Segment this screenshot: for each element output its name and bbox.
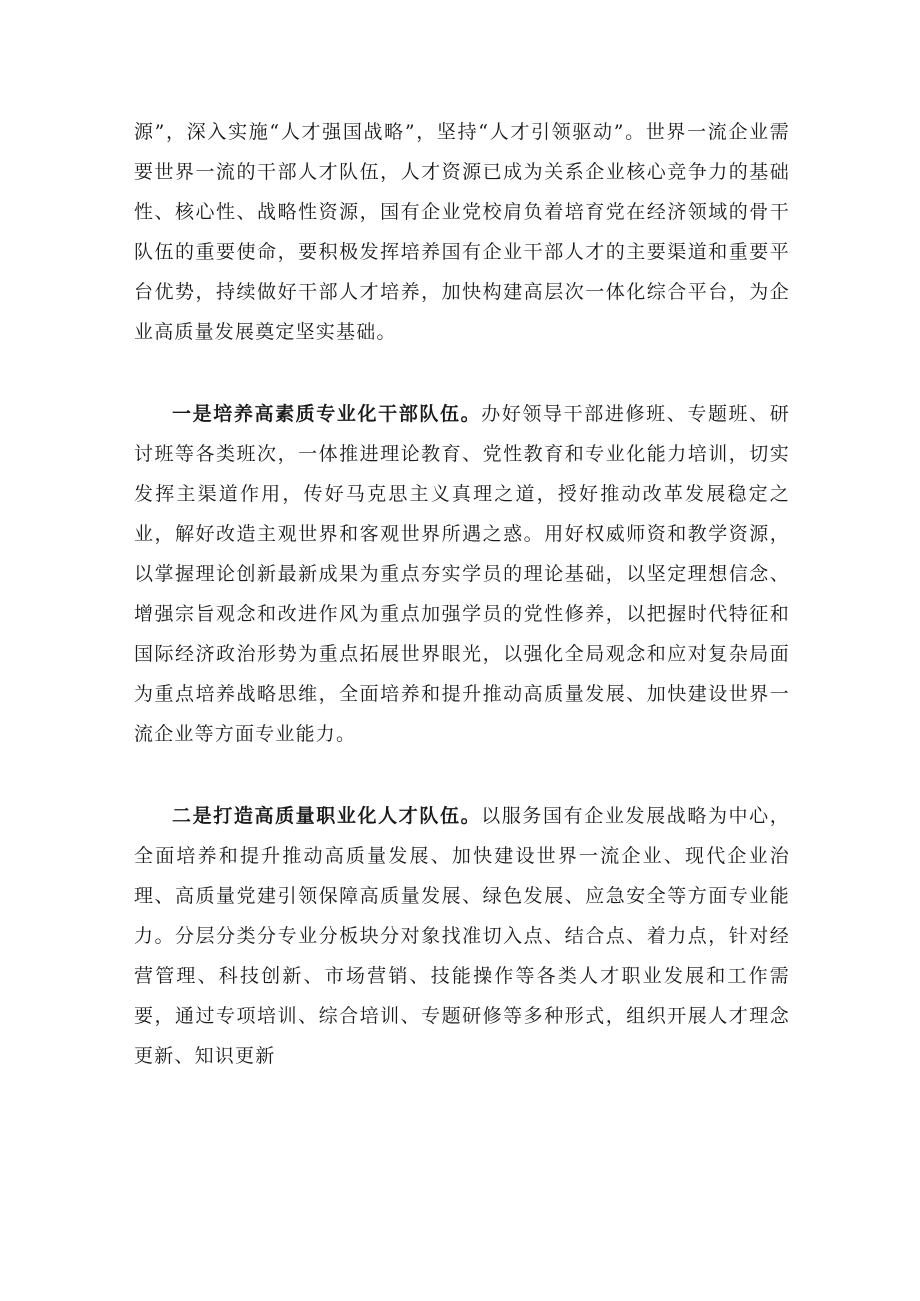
paragraph-cadre-team-heading: 一是培养高素质专业化干部队伍。 [172, 403, 482, 425]
paragraph-intro-text: 源”，深入实施“人才强国战略”，坚持“人才引领驱动”。世界一流企业需要世界一流的干部人才队伍，人才资源已成为关系企业核心竞争力的基础性、核心性、战略性资源，国有企业党校肩负着培育党在经济领域的骨干队伍的重要使命，要积极发挥培养国有企业干部人才的主要渠道和重要平台优势，持续做好干部人才培养，加快构建高层次一体化综合平台，为企业高质量发展奠定坚实基础。 [134, 121, 790, 343]
paragraph-talent-team-heading: 二是打造高质量职业化人才队伍。 [172, 805, 482, 827]
paragraph-cadre-team [134, 394, 790, 754]
document-page [134, 112, 790, 1076]
paragraph-talent-team-text: 以服务国有企业发展战略为中心，全面培养和提升推动高质量发展、加快建设世界一流企业、现代企业治理、高质量党建引领保障高质量发展、绿色发展、应急安全等方面专业能力。分层分类分专业分板块分对象找准切入点、结合点、着力点，针对经营管理、科技创新、市场营销、技能操作等各类人才职业发展和工作需要，通过专项培训、综合培训、专题研修等多种形式，组织开展人才理念更新、知识更新 [134, 805, 790, 1067]
paragraph-intro [134, 112, 790, 352]
paragraph-talent-team [134, 796, 790, 1076]
paragraph-cadre-team-text: 办好领导干部进修班、专题班、研讨班等各类班次，一体推进理论教育、党性教育和专业化能力培训，切实发挥主渠道作用，传好马克思主义真理之道，授好推动改革发展稳定之业，解好改造主观世界和客观世界所遇之惑。用好权威师资和教学资源，以掌握理论创新最新成果为重点夯实学员的理论基础，以坚定理想信念、增强宗旨观念和改进作风为重点加强学员的党性修养，以把握时代特征和国际经济政治形势为重点拓展世界眼光，以强化全局观念和应对复杂局面为重点培养战略思维，全面培养和提升推动高质量发展、加快建设世界一流企业等方面专业能力。 [134, 403, 790, 745]
